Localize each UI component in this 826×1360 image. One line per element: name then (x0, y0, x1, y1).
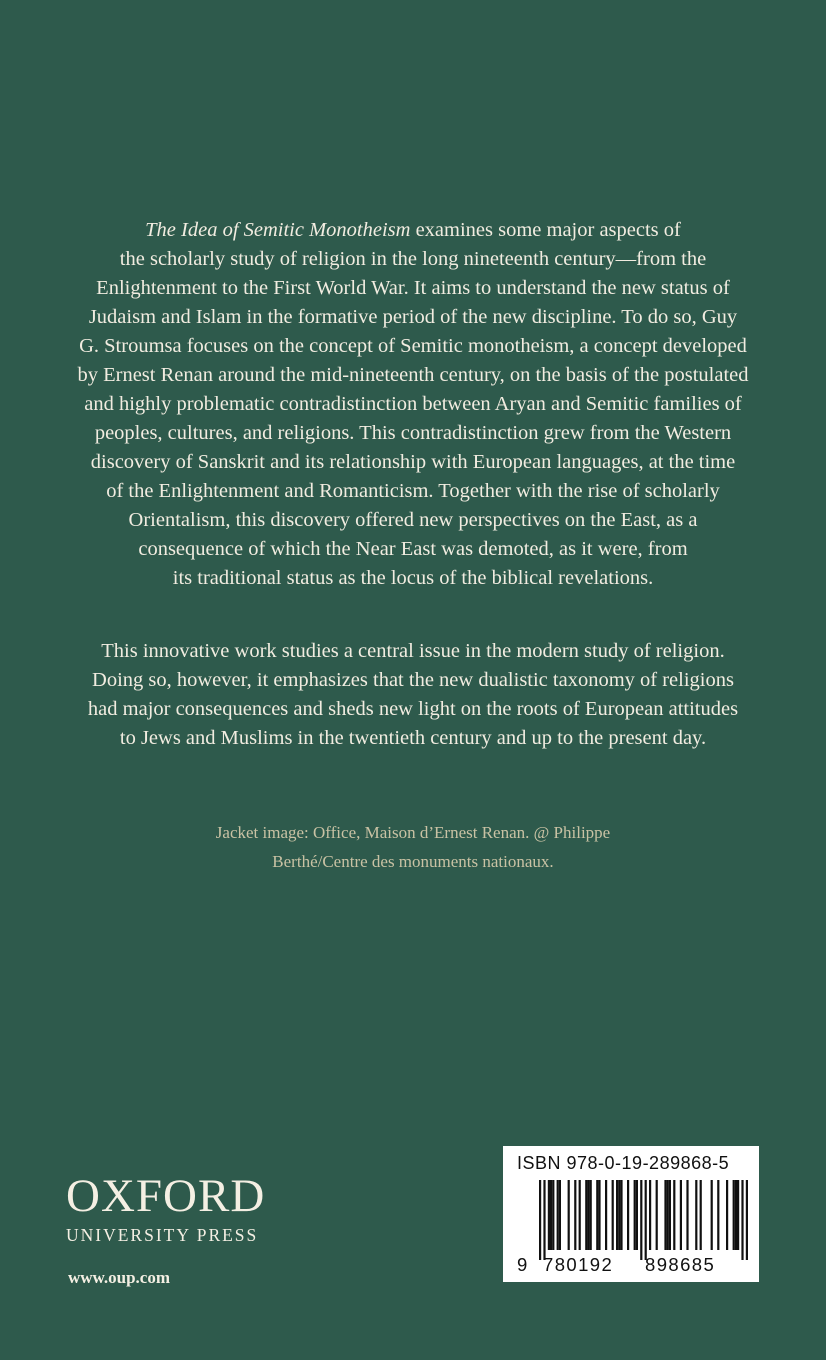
barcode-bar (667, 1180, 669, 1250)
barcode-bar (649, 1180, 651, 1250)
barcode-bar (695, 1180, 697, 1250)
barcode-bar (627, 1180, 629, 1250)
blurb-line: Doing so, however, it emphasizes that the new dualistic taxonomy of religions (92, 669, 734, 691)
barcode-bar (579, 1180, 581, 1250)
barcode-bar (726, 1180, 728, 1250)
barcode-bar (539, 1180, 541, 1260)
barcode-bar (741, 1180, 743, 1260)
blurb-line: by Ernest Renan around the mid-nineteenth century, on the basis of the postulated (77, 364, 749, 386)
barcode-bar (587, 1180, 589, 1250)
barcode-bar (673, 1180, 675, 1250)
blurb-line: the scholarly study of religion in the long nineteenth century—from the (119, 248, 707, 270)
blurb-line: G. Stroumsa focuses on the concept of Semitic monotheism, a concept developed (79, 335, 747, 357)
credit-line: Berthé/Centre des monuments nationaux. (272, 852, 554, 871)
blurb-line: The Idea of Semitic Monotheism examines some major aspects of (145, 219, 681, 241)
barcode-bar (717, 1180, 719, 1250)
barcode-bar (598, 1180, 600, 1250)
barcode-bar (616, 1180, 618, 1250)
barcode-bar (640, 1180, 642, 1260)
barcode-bar (746, 1180, 748, 1260)
barcode-bar (552, 1180, 554, 1250)
blurb-line: consequence of which the Near East was demoted, as it were, from (138, 538, 688, 560)
blurb-line: peoples, cultures, and religions. This contradistinction grew from the Western (94, 422, 732, 444)
barcode-bar (559, 1180, 561, 1250)
barcode-bar (669, 1180, 671, 1250)
barcode-digit-first: 9 (517, 1254, 529, 1275)
barcode-bar (656, 1180, 658, 1250)
barcode-bars (503, 1146, 759, 1282)
barcode-bar (618, 1180, 620, 1250)
blurb-line: Orientalism, this discovery offered new perspectives on the East, as a (128, 509, 698, 531)
barcode-bar (543, 1180, 545, 1260)
blurb-line: Judaism and Islam in the formative period of the new discipline. To do so, Guy (88, 306, 738, 328)
barcode-bar (585, 1180, 587, 1250)
barcode-bar (550, 1180, 552, 1250)
publisher-name: OXFORD (66, 1170, 266, 1222)
barcode-bar (636, 1180, 638, 1250)
barcode-bar (737, 1180, 739, 1250)
credit-line: Jacket image: Office, Maison d’Ernest Renan. @ Philippe (215, 823, 611, 842)
isbn-label: ISBN 978-0-19-289868-5 (517, 1153, 730, 1173)
barcode-bar (605, 1180, 607, 1250)
blurb-line: its traditional status as the locus of the biblical revelations. (172, 567, 654, 589)
barcode-bar (680, 1180, 682, 1250)
blurb-line: had major consequences and sheds new light on the roots of European attitudes (87, 698, 739, 720)
publisher-logo (66, 1172, 286, 1246)
barcode-bar (574, 1180, 576, 1250)
blurb-line: of the Enlightenment and Romanticism. Together with the rise of scholarly (106, 480, 720, 502)
barcode-bar (557, 1180, 559, 1250)
barcode-bar (686, 1180, 688, 1250)
barcode-digits-right: 898685 (645, 1254, 716, 1275)
book-title: The Idea of Semitic Monotheism (145, 219, 411, 241)
publisher-subtitle: UNIVERSITY PRESS (66, 1225, 259, 1245)
barcode-bar (634, 1180, 636, 1250)
blurb-paragraph-2 (50, 637, 776, 753)
blurb-line: to Jews and Muslims in the twentieth century and up to the present day. (119, 727, 707, 749)
blurb-line: and highly problematic contradistinction between Aryan and Semitic families of (84, 393, 742, 415)
blurb-line: discovery of Sanskrit and its relationship with European languages, at the time (90, 451, 736, 473)
barcode-bar (548, 1180, 550, 1250)
barcode-bar (620, 1180, 622, 1250)
barcode-bar (612, 1180, 614, 1250)
jacket-image-credit (100, 818, 726, 876)
barcode-bar (568, 1180, 570, 1250)
publisher-url[interactable]: www.oup.com (68, 1268, 171, 1287)
barcode-bar (735, 1180, 737, 1250)
barcode-bar (596, 1180, 598, 1250)
barcode-bar (590, 1180, 592, 1250)
barcode-digits-left: 780192 (543, 1254, 614, 1275)
barcode-bar (700, 1180, 702, 1250)
blurb-line: This innovative work studies a central issue in the modern study of religion. (101, 640, 725, 662)
isbn-barcode (503, 1146, 759, 1282)
barcode-bar (645, 1180, 647, 1260)
blurb-paragraph-1 (50, 216, 776, 593)
barcode-bar (733, 1180, 735, 1250)
barcode-bar (711, 1180, 713, 1250)
blurb-line: Enlightenment to the First World War. It aims to understand the new status of (96, 277, 730, 299)
barcode-bar (664, 1180, 666, 1250)
